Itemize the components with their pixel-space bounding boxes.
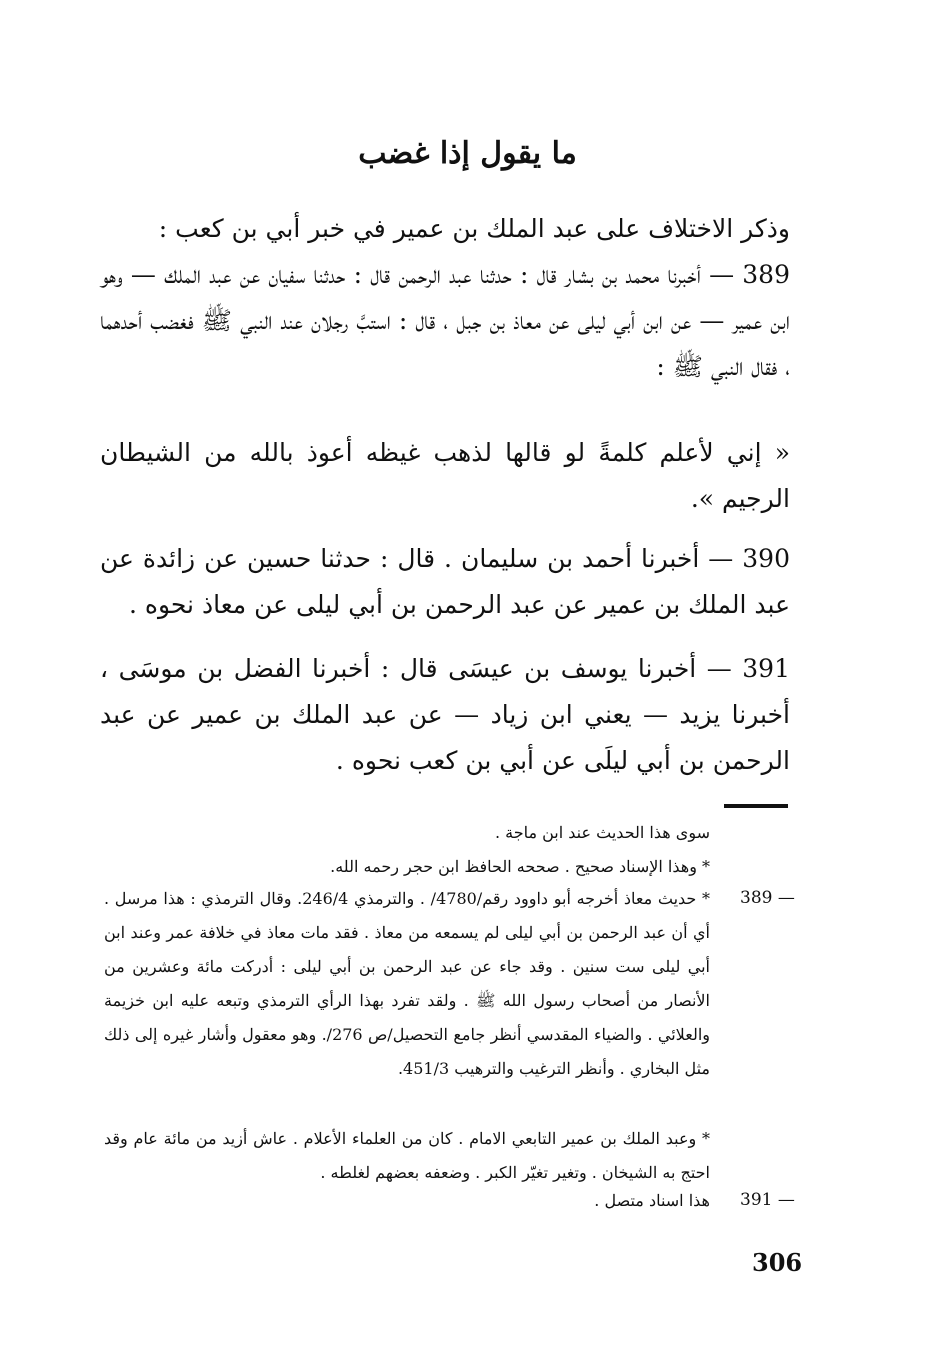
hadith-391 bbox=[100, 646, 790, 784]
hadith-text: — أخبرنا يوسف بن عيسَى قال : أخبرنا الفضل بن موسَى ، أخبرنا يزيد — يعني ابن زياد — عن عبد الملك بن عمير عن عبد الرحمن بن أبي ليلَى عن أبي بن كعب نحوه . bbox=[100, 654, 790, 775]
hadith-number: 391 bbox=[742, 654, 790, 683]
hadith-number: 390 bbox=[742, 544, 790, 573]
footnote-divider bbox=[724, 804, 788, 808]
footnote-abdulmalik: * وعبد الملك بن عمير التابعي الامام . كان من العلماء الأعلام . عاش أزيد من مائة عام وقد احتج به الشيخان . وتغير تغيّر الكبر . وضعفه بعضهم لغلطه . bbox=[104, 1129, 710, 1182]
intro-line: وذكر الاختلاف على عبد الملك بن عمير في خبر أبي بن كعب : bbox=[158, 214, 790, 243]
hadith-number: 389 bbox=[742, 260, 790, 289]
footnote-line: سوى هذا الحديث عند ابن ماجة . bbox=[494, 823, 710, 842]
hadith-390 bbox=[100, 536, 790, 628]
footnote-391: هذا اسناد متصل . bbox=[594, 1191, 710, 1210]
footnote-line: * وهذا الإسناد صحيح . صححه الحافظ ابن حجر رحمه الله. bbox=[330, 857, 710, 876]
hadith-text: — أخبرنا أحمد بن سليمان . قال : حدثنا حسين عن زائدة عن عبد الملك بن عمير عن عبد الرحمن بن أبي ليلى عن معاذ نحوه . bbox=[100, 544, 790, 619]
hadith-text: — أخبرنا محمد بن بشار قال : حدثنا عبد الرحمن قال : حدثنا سفيان عن عبد الملك — وهو ابن عمير — عن ابن أبي ليلى عن معاذ بن جبل ، قال : استبَّ رجلان عند النبي ﷺ فغضب أحدهما ، فقال النبي ﷺ : bbox=[100, 260, 790, 381]
hadith-389 bbox=[100, 252, 790, 390]
footnote-number: 389 — bbox=[740, 888, 795, 908]
footnote-389: * حديث معاذ أخرجه أبو داوود رقم/4780/ . والترمذي 246/4. وقال الترمذي : هذا مرسل . أي أن عبد الرحمن بن أبي ليلى لم يسمعه من معاذ . فقد مات معاذ في خلافة عمر وعند ابن أبي ليلى ست سنين . وقد جاء عن عبد الرحمن بن أبي ليلى : أدركت مائة وعشرين من الأنصار من أصحاب رسول الله ﷺ . ولقد تفرد بهذا الرأي الترمذي وتبعه عليه ابن خزيمة والعلائي . والضياء المقدسي أنظر جامع التحصيل/ص 276/. وهو معقول وأشار غيره إلى ذلك مثل البخاري . وأنظر الترغيب والترهيب 451/3. bbox=[104, 889, 711, 1078]
hadith-389-quote: « إني لأعلم كلمةً لو قالها لذهب غيظه أعوذ بالله من الشيطان الرجيم ». bbox=[100, 438, 790, 513]
footnote-number: 391 — bbox=[740, 1190, 795, 1210]
chapter-title: ما يقول إذا غضب bbox=[358, 136, 577, 171]
page-number: 306 bbox=[752, 1248, 803, 1277]
